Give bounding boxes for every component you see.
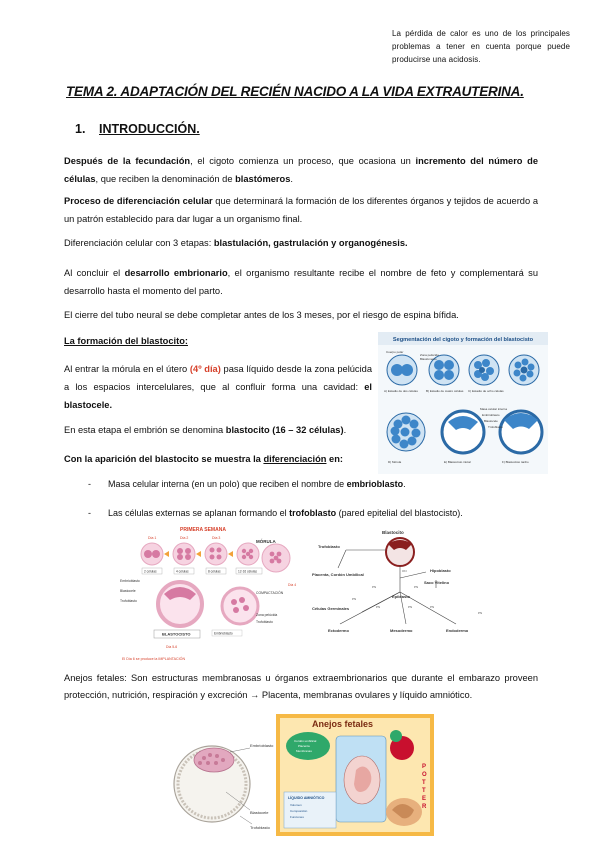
fig1-label: A) Estadio de dos células	[384, 389, 418, 393]
fig3-label: PN	[352, 597, 357, 601]
fig2-label: COMPACTACIÓN	[256, 591, 284, 595]
bullet-text-end: .	[403, 479, 406, 489]
fig3-label: PN	[414, 585, 419, 589]
fig5-side-letter: O	[422, 772, 427, 778]
fig5-bubble-line: Placenta	[298, 744, 310, 748]
fig3-label: Hipoblasto	[430, 568, 451, 573]
bullet-text: Las células externas se aplanan formando el	[108, 508, 290, 518]
p6-text-a: Al entrar la mórula en el útero	[64, 364, 190, 374]
figure-blastocito-diagrama	[306, 528, 492, 668]
fig5-box-line: Funciones	[290, 815, 304, 819]
figure-blastocito-dibujo	[170, 732, 276, 836]
fig1-label: Blastómeros	[420, 357, 437, 361]
fig1-label: Zona pelúcida	[420, 353, 439, 357]
fig2-caption: El Día 6 se produce la IMPLANTACIÓN	[122, 657, 186, 661]
paragraph-tubo-neural: El cierre del tubo neural se debe completar antes de los 3 meses, por el riesgo de espina bífida.	[64, 310, 459, 320]
p1-text-f: .	[290, 174, 293, 184]
p4-bold-b: desarrollo embrionario	[124, 268, 228, 278]
subheading-blastocito: La formación del blastocito:	[64, 336, 188, 346]
p3-bold-b: blastulación, gastrulación y organogénesis.	[213, 238, 408, 248]
fig3-label: PN	[408, 605, 413, 609]
fig2-label: BLASTOCISTO	[162, 631, 191, 637]
fig2-day: Día 1	[148, 536, 157, 540]
paragraph-desarrollo	[64, 264, 538, 300]
anejos-fetales-illustration	[276, 714, 434, 836]
fig4-label: Embrioblasto	[250, 743, 274, 748]
primera-semana-illustration	[118, 524, 302, 666]
p7-bold-b: blastocito (16 – 32 células)	[225, 425, 344, 435]
fig2-label: Embrioblasto	[120, 579, 140, 583]
fig4-label: Trofoblasto	[250, 825, 270, 830]
fig3-label: ON	[402, 569, 407, 573]
fig2-day: Día 3	[212, 536, 221, 540]
paragraph-etapas	[64, 234, 538, 252]
p8-bold-a: Con la aparición del blastocito se muestra la	[64, 454, 264, 464]
fig5-side-letter: T	[422, 788, 426, 794]
p6-text-c: pasa líquido desde la zona pelúcida a los espacios intercelulares, que al confluir forma una cavidad:	[64, 364, 372, 392]
fig3-label: Blastocito	[382, 530, 404, 535]
side-note: La pérdida de calor es uno de los principales problemas a tener en cuenta porque puede producirse una acidosis.	[392, 29, 570, 64]
p1-text-b: , el cigoto comienza un proceso, que ocasiona un	[190, 156, 416, 166]
fig5-side-letter: T	[422, 780, 426, 786]
section-number: 1.	[75, 122, 86, 136]
p6-red-day: (4º día)	[189, 364, 221, 374]
p2-bold-a: Proceso de diferenciación celular	[64, 196, 213, 206]
fig1-label: Cuerpo polar	[386, 350, 404, 354]
fig2-label: Trofoblasto	[256, 620, 273, 624]
section-label: INTRODUCCIÓN.	[99, 122, 200, 136]
p4-text-a: Al concluir el	[64, 268, 125, 278]
paragraph-blastocito-etapa	[64, 421, 372, 439]
p1-bold-c: incremento del número de células	[64, 156, 538, 184]
fig1-label: F) Blastocisto tardío	[502, 460, 529, 464]
fig3-label: Epiblasto	[392, 594, 411, 599]
fig3-label: PN	[478, 611, 483, 615]
paragraph-diferenciacion-en	[64, 450, 364, 468]
p8-bold-underline: diferenciación	[263, 454, 327, 464]
bullet-bold: embrioblasto	[346, 479, 404, 489]
fig2-cell-label: 8 células	[208, 569, 221, 574]
paragraph-diferenciacion	[64, 192, 538, 228]
p2-text-b: que determinará la formación de los diferentes órganos y tejidos de acuerdo a un patrón establecido para dar lugar a un organismo final.	[64, 196, 538, 224]
fig5-side-letter: R	[422, 804, 427, 810]
fig5-side-letter: E	[422, 796, 427, 802]
fig2-morula: MÓRULA	[256, 539, 276, 544]
fig2-cell-label: 2 células	[144, 569, 157, 574]
fig1-label: Blastocele	[484, 419, 498, 423]
fig2-title: PRIMERA SEMANA	[180, 527, 226, 533]
segmentacion-illustration	[378, 332, 548, 474]
blastocito-diagram	[306, 528, 492, 668]
page-title: TEMA 2. ADAPTACIÓN DEL RECIÉN NACIDO A LA VIDA EXTRAUTERINA.	[66, 84, 524, 99]
fig3-label: Mesodermo	[390, 628, 413, 633]
fig1-label: Masa celular interna	[480, 407, 508, 411]
p7-text-c: .	[343, 425, 347, 435]
fig3-label: Endodermo	[446, 628, 469, 633]
fig2-cell-label: 4 células	[176, 569, 189, 574]
fig3-label: Saco Vitelino	[424, 580, 450, 585]
fig3-label: PN	[430, 605, 435, 609]
bullet-dash: -	[88, 508, 91, 518]
fig2-cell-label: 12-16 células	[238, 569, 257, 574]
fig1-label: C) Estadio de ocho células	[468, 389, 504, 393]
section-heading	[75, 122, 200, 136]
fig3-label: Trofoblasto	[318, 544, 340, 549]
p9-text-a: Anejos fetales: Son estructuras membranosas u órganos extraembrionarios que durante el embarazo proveen protección, nutrición, respiración y excreción	[64, 673, 538, 700]
fig2-label: Zona pelúcida	[256, 613, 278, 617]
fig5-title: Anejos fetales	[312, 719, 374, 729]
bullet-text-end: (pared epitelial del blastocisto).	[336, 508, 463, 518]
fig1-label: Trofoblasto	[488, 425, 503, 429]
fig5-box-line: Composición	[290, 809, 308, 813]
fig1-label: B) Estadio de cuatro células	[426, 389, 464, 393]
p6-bold-d: el blastocele.	[64, 382, 372, 410]
bullet-bold: trofoblasto	[289, 508, 337, 518]
fig3-label: PN	[376, 605, 381, 609]
paragraph-fecundacion	[64, 152, 538, 188]
p1-bold-e: blastómeros	[235, 174, 291, 184]
p8-bold-c: en:	[326, 454, 343, 464]
fig4-label: Blastocele	[250, 810, 269, 815]
blastocito-drawing	[170, 732, 276, 836]
fig3-label: PN	[372, 585, 377, 589]
fig1-label: E) Blastocisto inicial	[444, 460, 471, 464]
fig2-label: Día 5-6	[166, 645, 178, 649]
arrow-icon: →	[250, 690, 260, 700]
p1-bold-a: Después de la fecundación	[64, 156, 191, 166]
fig1-label: D) Mórula	[388, 460, 402, 464]
fig5-bubble-line: Cordón umbilical	[294, 739, 317, 743]
p4-text-c: , el organismo resultante recibe el nombre de feto y complementará su desarrollo hasta el momento del parto.	[64, 268, 538, 296]
fig3-label: Ectodermo	[328, 628, 349, 633]
p3-text-a: Diferenciación celular con 3 etapas:	[64, 238, 214, 248]
bullet-embrioblasto	[88, 477, 406, 491]
fig1-title: Segmentación del cigoto y formación del blastocisto	[392, 337, 534, 343]
bullet-text: Masa celular interna (en un polo) que reciben el nombre de	[108, 479, 347, 489]
fig5-bubble-line: Membranas	[296, 749, 312, 753]
paragraph-anejos	[64, 670, 538, 704]
fig1-label: Embrioblasto	[482, 413, 500, 417]
fig2-label: Blastocele	[120, 589, 136, 593]
figure-anejos-fetales	[276, 714, 434, 836]
fig2-label: Trofoblasto	[120, 599, 137, 603]
p1-text-d: , que reciben la denominación de	[95, 174, 236, 184]
fig5-side-letter: P	[422, 764, 427, 770]
p7-text-a: En esta etapa el embrión se denomina	[64, 425, 226, 435]
bullet-dash: -	[88, 479, 91, 489]
bullet-trofoblasto	[88, 506, 463, 520]
fig2-label: Embrioblasto	[214, 631, 233, 636]
paragraph-morula	[64, 360, 372, 414]
p9-text-b: Placenta, membranas ovulares y líquido amniótico.	[259, 690, 473, 700]
fig2-day: Día 2	[180, 536, 189, 540]
fig5-box-title: LÍQUIDO AMNIÓTICO	[288, 796, 325, 800]
fig3-label: Células Germinales	[312, 606, 350, 611]
figure-segmentacion	[378, 332, 548, 474]
fig2-label: Día 4	[288, 583, 297, 587]
fig5-box-line: Volumen	[290, 803, 302, 807]
figure-primera-semana	[118, 524, 302, 666]
fig3-label: Placenta, Cordón Umbilical	[312, 572, 364, 577]
